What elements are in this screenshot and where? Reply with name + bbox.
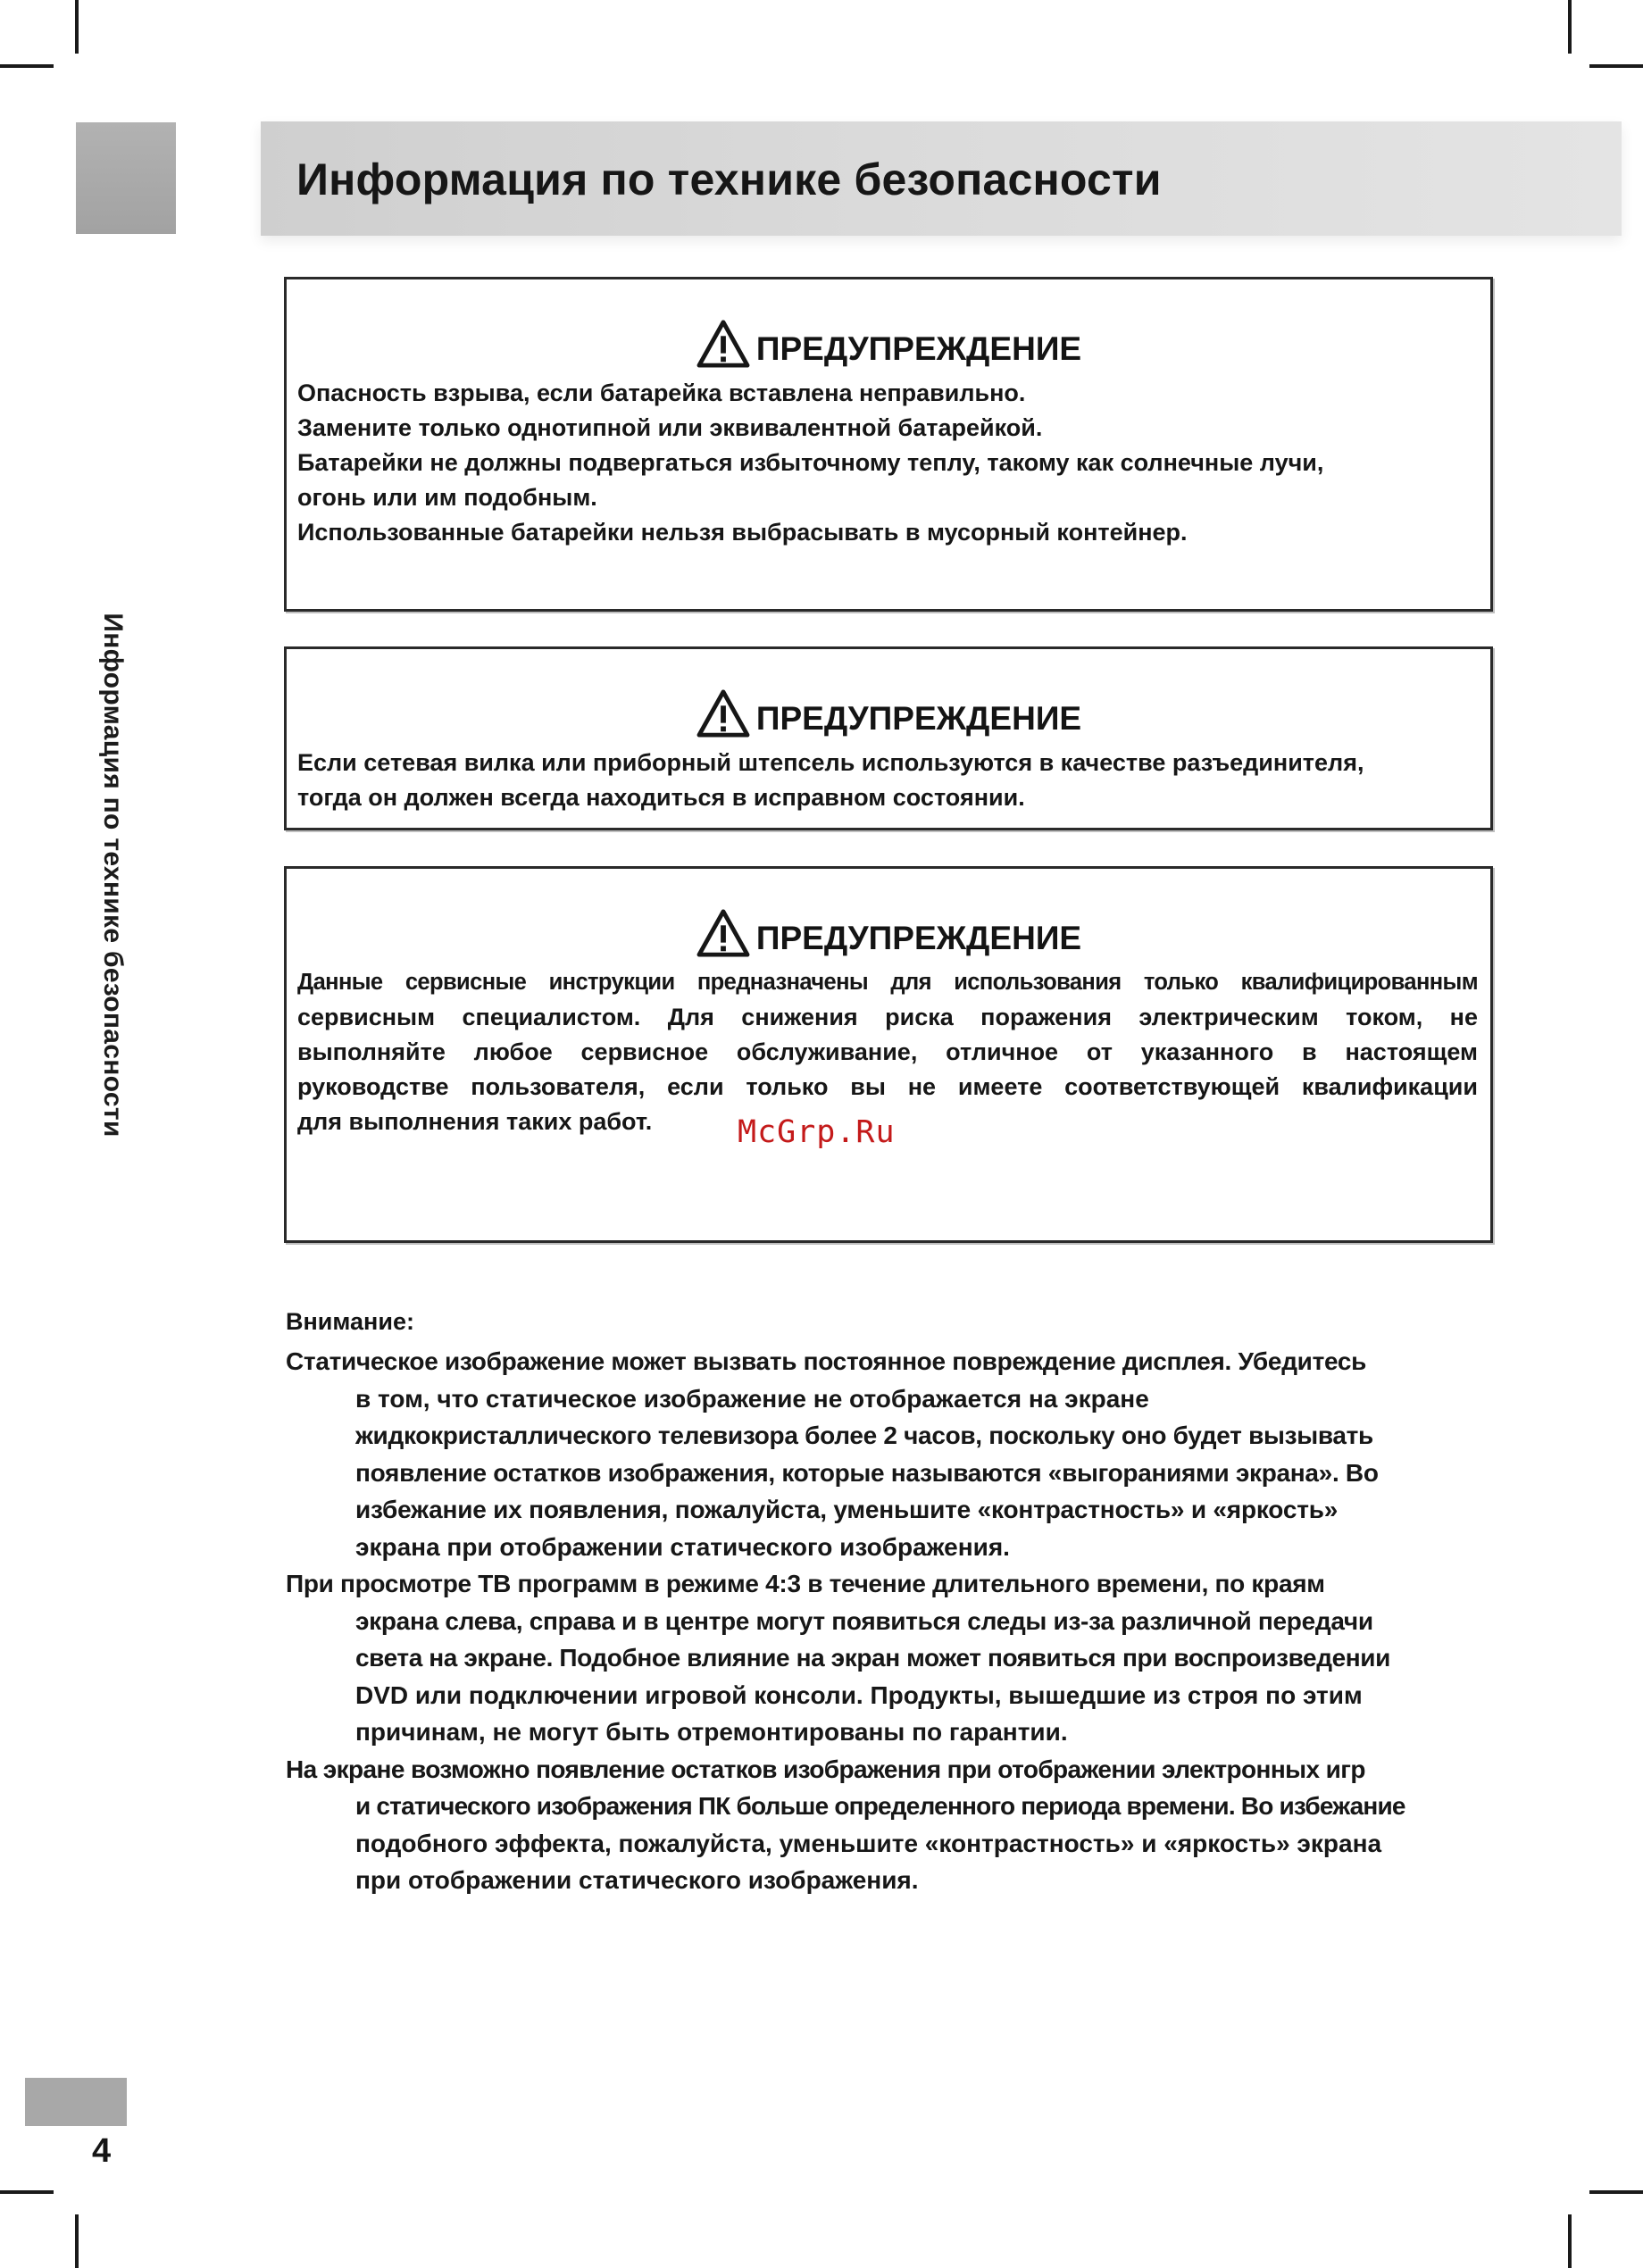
paragraph-line: появление остатков изображения, которые называются «выгораниями экрана». Во [355,1458,1379,1487]
side-tab [76,122,176,234]
warning-triangle-icon [696,908,751,958]
attention-section [286,1304,1460,1899]
warning-line: для выполнения таких работ. [297,1108,653,1135]
page-number-tab [25,2078,127,2126]
paragraph-line: На экране возможно появление остатков изображения при отображении электронных игр [286,1755,1365,1783]
warning-line: Батарейки не должны подвергаться избыточному теплу, такому как солнечные лучи, [297,449,1324,476]
paragraph-line: При просмотре ТВ программ в режиме 4:3 в течение длительного времени, по краям [286,1570,1325,1597]
paragraph-line: DVD или подключении игровой консоли. Продукты, вышедшие из строя по этим [355,1680,1363,1709]
watermark: McGrp.Ru [738,1114,896,1150]
warning-title: ПРЕДУПРЕЖДЕНИЕ [755,920,1082,956]
paragraph-line: и статического изображения ПК больше определенного периода времени. Во избежание [355,1792,1405,1820]
paragraph-line: избежание их появления, пожалуйста, уменьшите «контрастность» и «яркость» [355,1496,1339,1523]
warning-line: тогда он должен всегда находиться в исправном состоянии. [297,784,1025,811]
crop-mark-bottom-left-vertical [75,2214,79,2268]
crop-mark-top-right-vertical [1568,0,1572,54]
paragraph-line: жидкокристаллического телевизора более 2 часов, поскольку оно будет вызывать [355,1422,1373,1449]
warning-title: ПРЕДУПРЕЖДЕНИЕ [755,330,1082,367]
warning-triangle-icon [696,319,751,369]
warning-header [287,905,1490,958]
attention-paragraph [286,1751,1460,1899]
crop-mark-top-left-horizontal [0,64,54,68]
paragraph-line: света на экране. Подобное влияние на экран может появиться при воспроизведении [355,1644,1390,1672]
paragraph-line: экрана при отображении статического изображения. [355,1532,1010,1561]
warning-text [287,958,1490,1139]
page-number: 4 [92,2132,112,2170]
warning-triangle-icon [696,688,751,738]
side-section-label-text: Информация по технике безопасности [98,613,128,1138]
warning-line: Использованные батарейки нельзя выбрасывать в мусорный контейнер. [297,519,1188,546]
paragraph-line: причинам, не могут быть отремонтированы по гарантии. [355,1718,1068,1746]
crop-mark-bottom-right-vertical [1568,2214,1572,2268]
crop-mark-top-right-horizontal [1589,64,1643,68]
warning-header [287,685,1490,738]
warning-line: сервисным специалистом. Для снижения риска поражения электрическим током, не [297,1004,1478,1030]
warning-line: выполняйте любое сервисное обслуживание, отличное от указанного в настоящем [297,1038,1478,1065]
crop-mark-top-left-vertical [75,0,79,54]
warning-header [287,315,1490,369]
attention-heading: Внимание: [286,1308,414,1335]
warning-text [287,738,1490,815]
crop-mark-bottom-right-horizontal [1589,2190,1643,2194]
warning-box-power-plug [284,646,1493,830]
paragraph-line: Статическое изображение может вызвать постоянное повреждение дисплея. Убедитесь [286,1347,1367,1375]
warning-line: Замените только однотипной или эквивалентной батарейкой. [297,414,1043,441]
warning-line: огонь или им подобным. [297,484,597,511]
paragraph-line: экрана слева, справа и в центре могут появиться следы из-за различной передачи [355,1606,1373,1635]
page-title: Информация по технике безопасности [296,154,1162,204]
warning-line: Данные сервисные инструкции предназначены для использования только квалифицированным [297,970,1478,995]
warning-box-service [284,866,1493,1243]
warning-line: Опасность взрыва, если батарейка вставлена неправильно. [297,379,1026,406]
warning-text [287,369,1490,550]
paragraph-line: подобного эффекта, пожалуйста, уменьшите «контрастность» и «яркость» экрана [355,1829,1382,1857]
warning-line: Если сетевая вилка или приборный штепсель используются в качестве разъединителя, [297,749,1364,776]
paragraph-line: при отображении статического изображения. [355,1866,919,1894]
title-banner [261,121,1622,236]
paragraph-line: в том, что статическое изображение не отображается на экране [355,1384,1149,1413]
warning-title: ПРЕДУПРЕЖДЕНИЕ [755,700,1082,737]
attention-paragraph [286,1565,1460,1751]
warning-box-battery [284,277,1493,612]
attention-paragraph [286,1343,1460,1565]
crop-mark-bottom-left-horizontal [0,2190,54,2194]
warning-line: руководстве пользователя, если только вы не имеете соответствующей квалификации [297,1073,1478,1100]
